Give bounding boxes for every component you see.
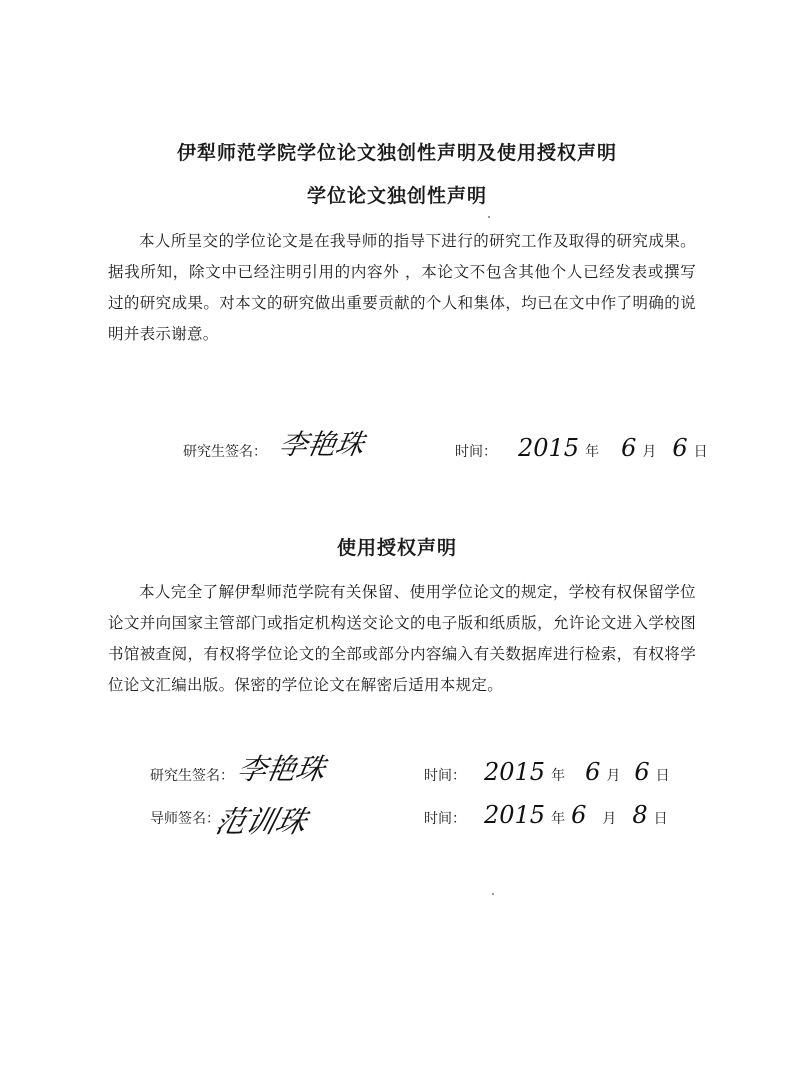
date-month-unit: 月: [602, 811, 617, 827]
student-handwritten-signature: [234, 745, 358, 789]
date-day-unit: 日: [653, 811, 668, 827]
date-label: 时间：: [455, 444, 497, 460]
signature-text: 李艳珠: [234, 752, 328, 786]
signature-text: 范训珠: [211, 805, 311, 840]
authorization-declaration-body: [108, 577, 696, 701]
date-day-unit: 日: [655, 768, 670, 784]
date-year-unit: 年: [585, 444, 600, 460]
scan-speck: [492, 893, 494, 895]
originality-declaration-title: 学位论文独创性声明: [306, 185, 487, 207]
student-signature-label: 研究生签名：: [183, 444, 267, 460]
student-signing-date: [478, 758, 670, 786]
date-month: 6: [621, 434, 637, 462]
signature-text: 李艳珠: [276, 428, 367, 461]
date-month: 6: [571, 801, 587, 829]
date-day: 6: [672, 434, 688, 462]
date-year-unit: 年: [551, 811, 566, 827]
signing-date: [512, 434, 708, 462]
advisor-handwritten-signature: [211, 790, 332, 846]
date-day: 8: [632, 801, 648, 829]
originality-declaration-text: 本人所呈交的学位论文是在我导师的指导下进行的研究工作及取得的研究成果。据我所知，除文中已经注明引用的内容外 ，本论文不包含其他个人已经发表或撰写过的研究成果。对本文的研究做出重要贡献的个人和集体，均已在文中作了明确的说明并表示谢意。: [108, 232, 696, 343]
authorization-declaration-title: 使用授权声明: [336, 537, 457, 559]
date-month: 6: [585, 758, 601, 786]
date-year: 2015: [518, 434, 580, 462]
advisor-signature-label: 导师签名：: [150, 811, 220, 827]
date-label: 时间：: [424, 811, 466, 827]
date-year: 2015: [484, 758, 546, 786]
authorization-declaration-text: 本人完全了解伊犁师范学院有关保留、使用学位论文的规定，学校有权保留学位论文并向国家主管部门或指定机构送交论文的电子版和纸质版，允许论文进入学校图书馆被查阅，有权将学位论文的全部或部分内容编入有关数据库进行检索，有权将学位论文汇编出版。保密的学位论文在解密后适用本规定。: [108, 583, 696, 694]
advisor-signing-date: [478, 801, 668, 829]
scan-speck: [488, 216, 490, 218]
date-label: 时间：: [424, 768, 466, 784]
student-handwritten-signature: [276, 420, 394, 464]
originality-declaration-body: [108, 226, 696, 350]
date-year: 2015: [484, 801, 546, 829]
document-title: 伊犁师范学院学位论文独创性声明及使用授权声明: [176, 142, 617, 164]
student-signature-label: 研究生签名：: [150, 768, 234, 784]
date-year-unit: 年: [551, 768, 566, 784]
date-month-unit: 月: [642, 444, 657, 460]
date-month-unit: 月: [606, 768, 621, 784]
date-day-unit: 日: [693, 444, 708, 460]
date-day: 6: [634, 758, 650, 786]
